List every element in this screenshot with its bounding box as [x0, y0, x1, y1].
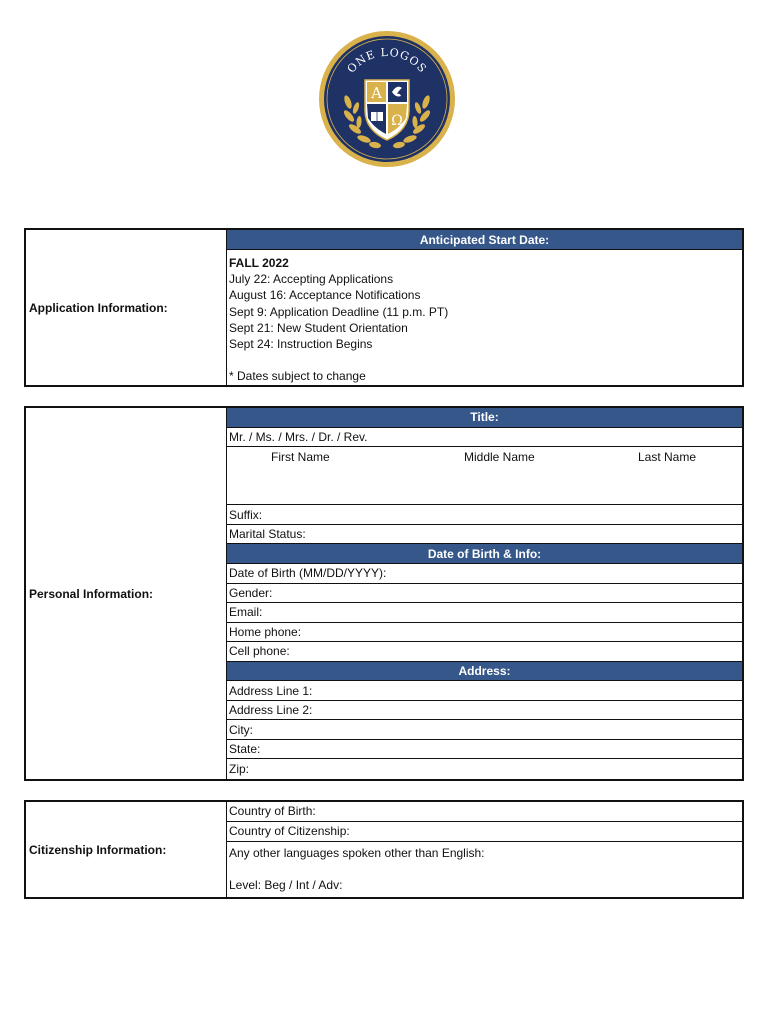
email-field[interactable]: Email:	[227, 603, 742, 623]
dob-field[interactable]: Date of Birth (MM/DD/YYYY):	[227, 564, 742, 584]
personal-label: Personal Information:	[26, 408, 227, 779]
schedule-line: July 22: Accepting Applications	[229, 272, 394, 287]
schedule-line: Sept 24: Instruction Begins	[229, 337, 373, 352]
dob-info-header: Date of Birth & Info:	[227, 544, 742, 564]
marital-status-field[interactable]: Marital Status:	[227, 525, 742, 545]
title-header: Title:	[227, 408, 742, 428]
omega-glyph: Ω	[391, 113, 403, 129]
dates-note: * Dates subject to change	[229, 369, 366, 384]
schedule-line: Sept 21: New Student Orientation	[229, 320, 408, 335]
country-of-birth-field[interactable]: Country of Birth:	[227, 802, 742, 822]
one-logos-logo	[318, 30, 456, 168]
country-of-citizenship-field[interactable]: Country of Citizenship:	[227, 822, 742, 842]
cell-phone-field[interactable]: Cell phone:	[227, 642, 742, 662]
term-label: FALL 2022	[229, 256, 289, 270]
middle-name-label: Middle Name	[464, 450, 535, 465]
name-field[interactable]	[227, 447, 742, 505]
gender-field[interactable]: Gender:	[227, 584, 742, 604]
home-phone-field[interactable]: Home phone:	[227, 623, 742, 643]
city-field[interactable]: City:	[227, 720, 742, 740]
application-label: Application Information:	[26, 230, 227, 385]
alpha-glyph: A	[371, 84, 382, 102]
languages-field[interactable]	[227, 842, 742, 893]
application-section	[24, 228, 744, 387]
start-date-schedule	[227, 250, 742, 384]
anticipated-start-header: Anticipated Start Date:	[227, 230, 742, 250]
languages-label: Any other languages spoken other than English:	[229, 845, 485, 860]
title-options-field[interactable]: Mr. / Ms. / Mrs. / Dr. / Rev.	[227, 428, 742, 448]
address-line2-field[interactable]: Address Line 2:	[227, 701, 742, 721]
citizenship-label: Citizenship Information:	[26, 802, 227, 897]
personal-section	[24, 406, 744, 781]
zip-field[interactable]: Zip:	[229, 762, 250, 777]
last-name-label: Last Name	[638, 450, 697, 465]
address-header: Address:	[227, 662, 742, 682]
schedule-line: Sept 9: Application Deadline (11 p.m. PT)	[229, 304, 449, 319]
state-field[interactable]: State:	[227, 740, 742, 760]
logo-text: ONE LOGOS	[344, 45, 430, 76]
suffix-field[interactable]: Suffix:	[227, 505, 742, 525]
address-line1-field[interactable]: Address Line 1:	[227, 681, 742, 701]
first-name-label: First Name	[271, 450, 330, 465]
citizenship-section	[24, 800, 744, 899]
schedule-line: August 16: Acceptance Notifications	[229, 288, 421, 303]
language-level-label: Level: Beg / Int / Adv:	[229, 877, 343, 892]
